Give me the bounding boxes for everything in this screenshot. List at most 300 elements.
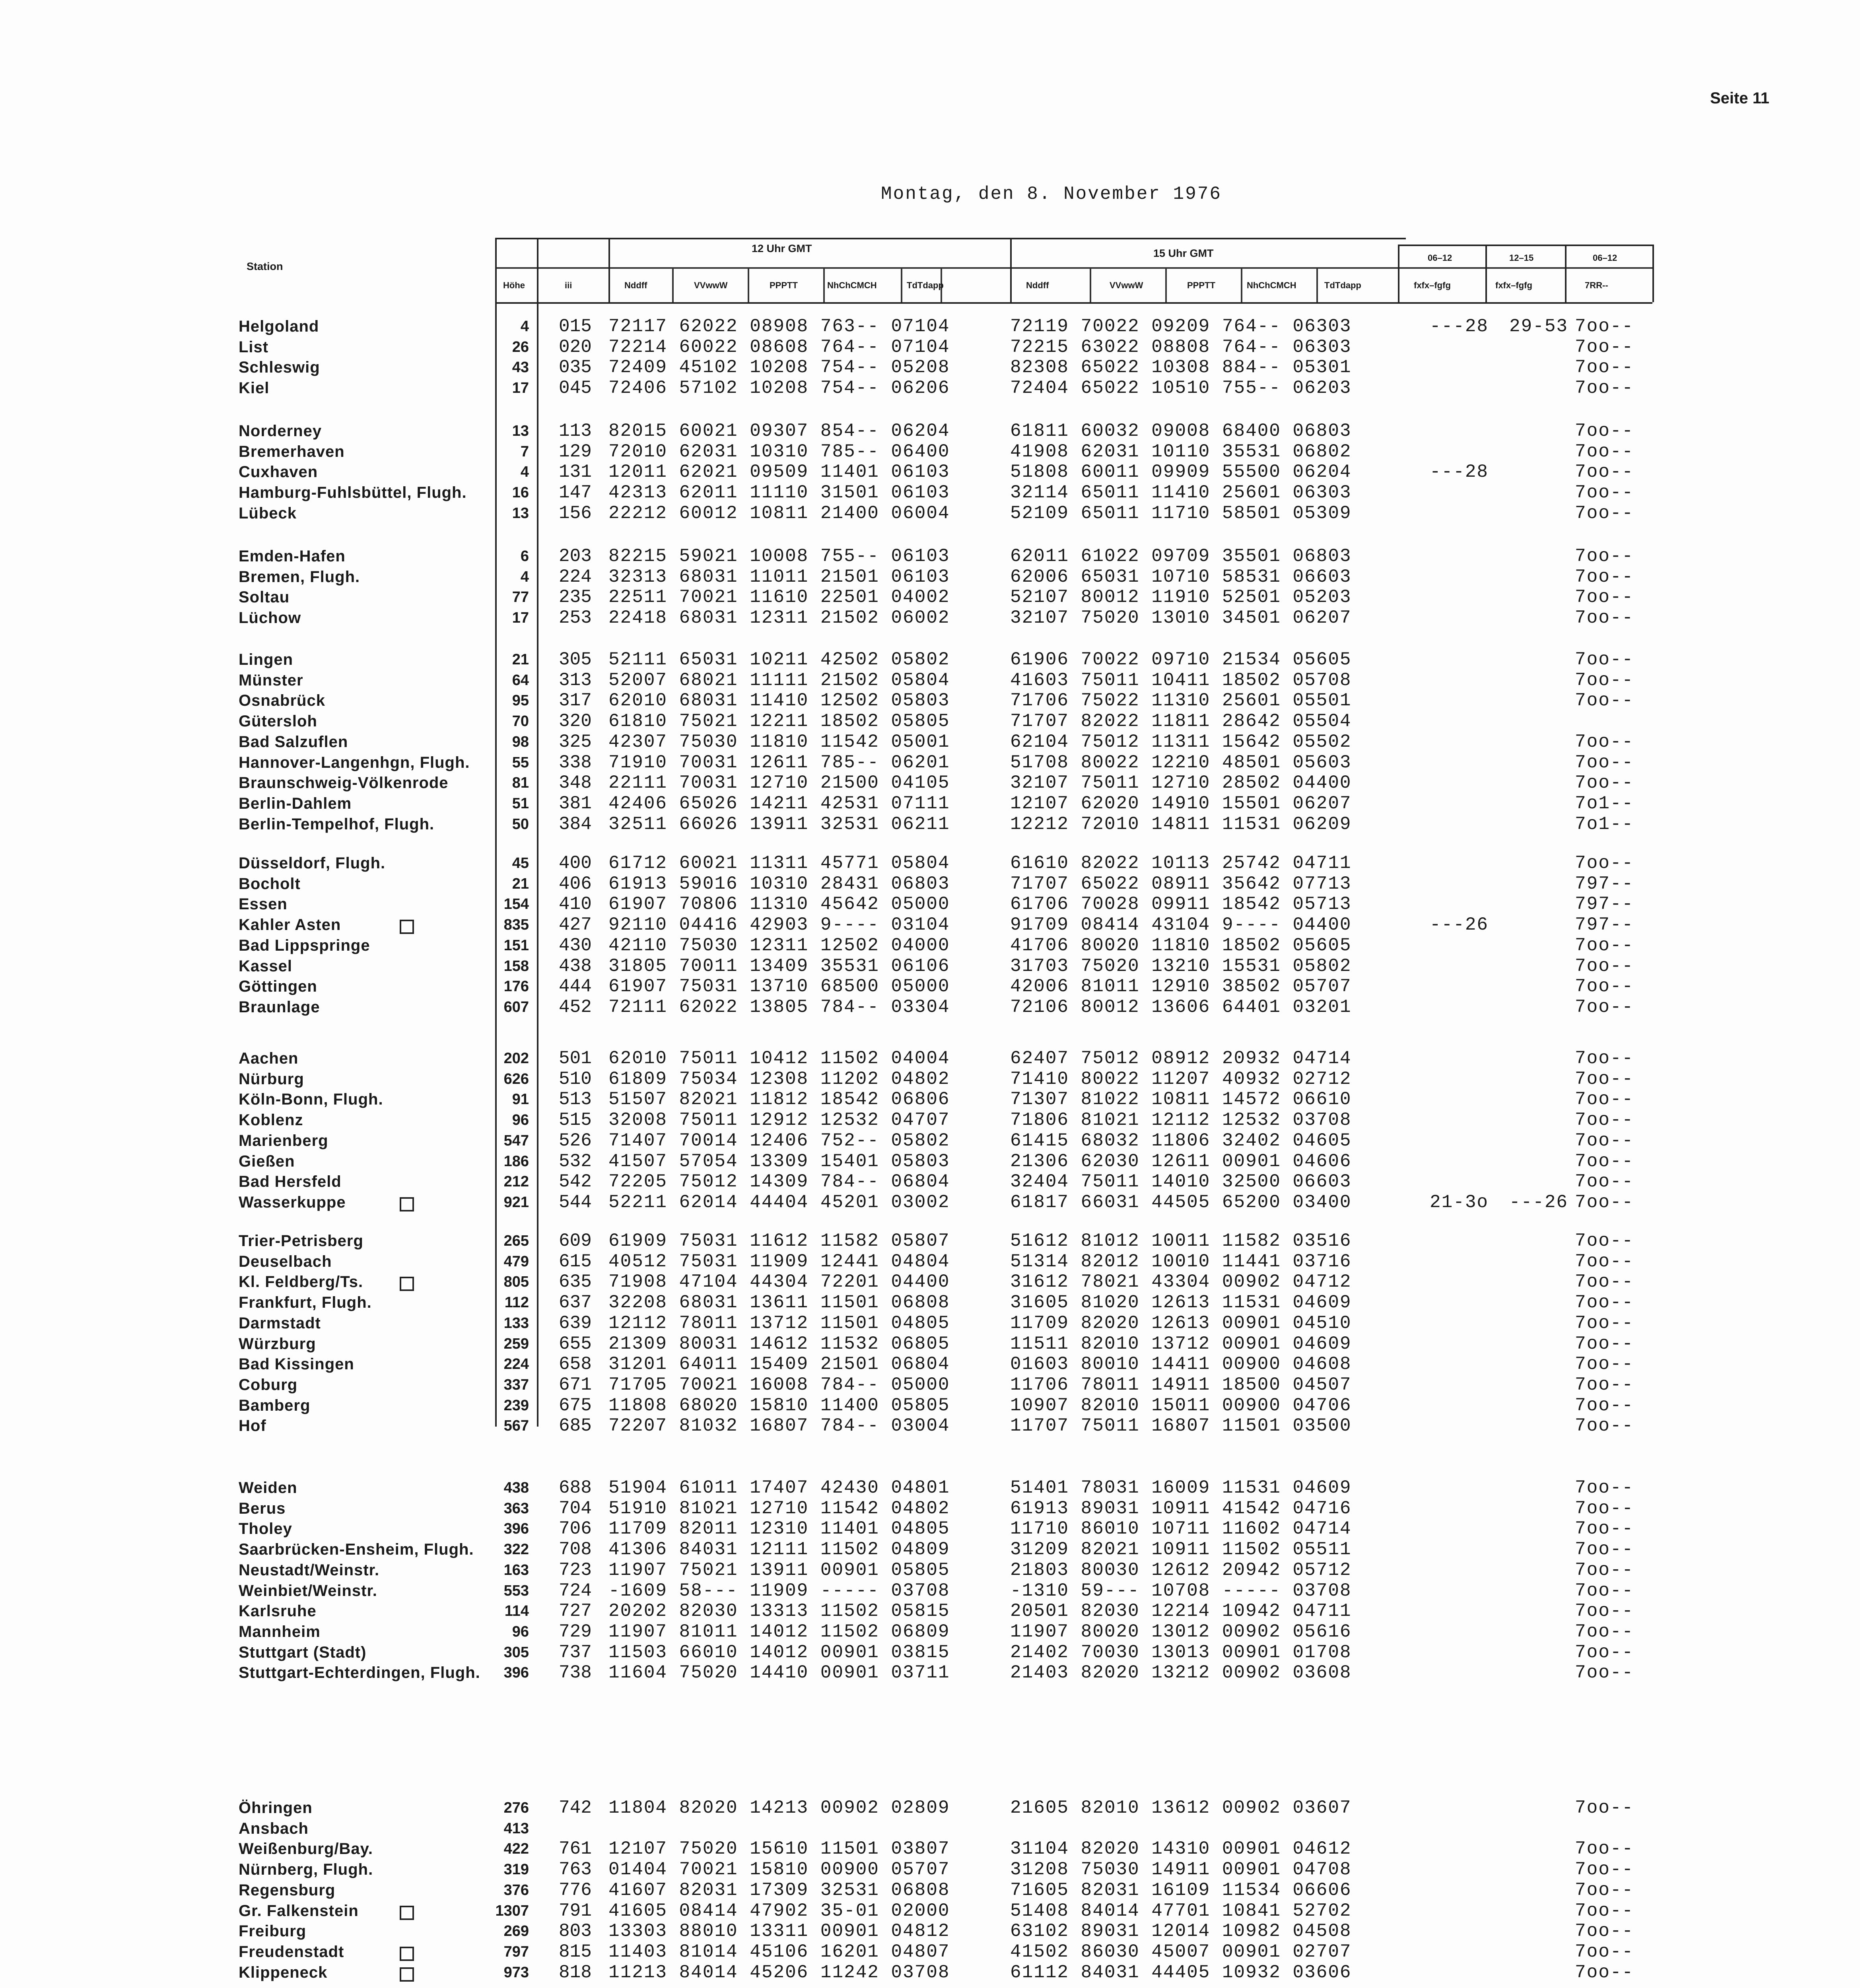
cell-g15: 61913 89031 10911 41542 04716 [1010, 1498, 1352, 1519]
station-hoehe: 50 [512, 815, 529, 833]
cell-ii: 381 [559, 793, 592, 814]
station-hoehe: 805 [503, 1274, 529, 1291]
cell-ii: 742 [559, 1798, 592, 1818]
cell-ii: 738 [559, 1662, 592, 1683]
station-name: Braunlage [239, 998, 320, 1016]
table-row [0, 1580, 1860, 1601]
header-ii: iii [565, 280, 572, 290]
station-name: Wasserkuppe [239, 1193, 346, 1211]
cell-g15: 61906 70022 09710 21534 05605 [1010, 649, 1352, 670]
cell-g12: 11503 66010 14012 00901 03815 [608, 1642, 950, 1663]
cell-g12: 71910 70031 12611 785-- 06201 [608, 752, 950, 773]
cell-g15: 41706 80020 11810 18502 05605 [1010, 935, 1352, 956]
station-name: Nürburg [239, 1070, 304, 1088]
cell-g15: 52107 80012 11910 52501 05203 [1010, 587, 1352, 608]
cell-ii: 609 [559, 1231, 592, 1251]
header-12-col3: PPPTT [770, 280, 798, 290]
cell-g12: 11907 75021 13911 00901 05805 [608, 1559, 950, 1580]
station-hoehe: 96 [512, 1623, 529, 1640]
station-name: Gr. Falkenstein [239, 1902, 359, 1920]
cell-g15: 51808 60011 09909 55500 06204 [1010, 462, 1352, 483]
cell-ii: 544 [559, 1192, 592, 1213]
cell-c3: 7oo-- [1575, 670, 1634, 691]
cell-g12: 41607 82031 17309 32531 06808 [608, 1879, 950, 1901]
cell-c3: 7oo-- [1575, 1251, 1634, 1272]
station-name: Lingen [239, 651, 293, 668]
table-row [0, 670, 1860, 691]
cell-g15: 61706 70028 09911 18542 05713 [1010, 894, 1352, 915]
cell-c3: 7oo-- [1575, 1798, 1634, 1818]
cell-ii: 729 [559, 1621, 592, 1642]
station-name: Karlsruhe [239, 1602, 317, 1620]
station-hoehe: 21 [512, 875, 529, 892]
cell-ii: 501 [559, 1048, 592, 1069]
cell-g15: 51401 78031 16009 11531 04609 [1010, 1477, 1352, 1498]
cell-c3: 7oo-- [1575, 1539, 1634, 1560]
cell-g15: 61817 66031 44505 65200 03400 [1010, 1192, 1352, 1213]
station-name: Darmstadt [239, 1314, 321, 1332]
station-hoehe: 70 [512, 713, 529, 730]
cell-ii: 818 [559, 1962, 592, 1983]
cell-g12: 42307 75030 11810 11542 05001 [608, 731, 950, 752]
station-hoehe: 64 [512, 672, 529, 689]
cell-ii: 203 [559, 546, 592, 567]
table-row [0, 814, 1860, 835]
station-name: Braunschweig-Völkenrode [239, 774, 449, 792]
cell-c3: 797-- [1575, 894, 1634, 915]
station-name: Weinbiet/Weinstr. [239, 1582, 377, 1600]
cell-g12: 61909 75031 11612 11582 05807 [608, 1231, 950, 1251]
cell-g15: 62011 61022 09709 35501 06803 [1010, 546, 1352, 567]
table-row [0, 1395, 1860, 1416]
open-square-icon [400, 1906, 414, 1920]
cell-c3: 7oo-- [1575, 1151, 1634, 1172]
header-15-uhr: 15 Uhr GMT [1153, 247, 1214, 259]
station-hoehe: 43 [512, 359, 529, 376]
cell-g15: 11511 82010 13712 00901 04609 [1010, 1333, 1352, 1354]
table-row [0, 1621, 1860, 1642]
station-name: Trier-Petrisberg [239, 1232, 363, 1250]
cell-c3: 7oo-- [1575, 1921, 1634, 1942]
cell-g12: 72117 62022 08908 763-- 07104 [608, 316, 950, 337]
table-row [0, 1662, 1860, 1683]
station-hoehe: 413 [503, 1820, 529, 1837]
station-hoehe: 13 [512, 505, 529, 522]
cell-g15: 31703 75020 13210 15531 05802 [1010, 955, 1352, 977]
cell-ii: 317 [559, 690, 592, 711]
station-hoehe: 112 [504, 1294, 529, 1311]
cell-g12: 32511 66026 13911 32531 06211 [608, 813, 950, 835]
station-hoehe: 4 [520, 568, 529, 585]
station-hoehe: 151 [503, 937, 529, 954]
header-sub-1: fxfx–fgfg [1414, 280, 1451, 290]
cell-g15: 21605 82010 13612 00902 03607 [1010, 1798, 1352, 1818]
station-name: Klippeneck [239, 1963, 328, 1981]
cell-ii: 658 [559, 1354, 592, 1375]
station-name: Bad Salzuflen [239, 733, 348, 751]
station-name: Hof [239, 1417, 266, 1435]
cell-ii: 147 [559, 482, 592, 503]
table-row [0, 1839, 1860, 1859]
table-row [0, 1601, 1860, 1621]
table-row [0, 1818, 1860, 1839]
station-name: Stuttgart (Stadt) [239, 1643, 367, 1661]
cell-c3: 7oo-- [1575, 1395, 1634, 1416]
cell-c3: 7o1-- [1575, 813, 1634, 835]
cell-g15: 31208 75030 14911 00901 04708 [1010, 1859, 1352, 1880]
station-name: Deuselbach [239, 1252, 332, 1270]
cell-g12: 52211 62014 44404 45201 03002 [608, 1192, 950, 1213]
table-row [0, 1962, 1860, 1983]
station-name: Berlin-Tempelhof, Flugh. [239, 815, 435, 833]
station-hoehe: 224 [503, 1356, 529, 1373]
table-row [0, 1192, 1860, 1213]
station-name: Emden-Hafen [239, 547, 346, 565]
station-name: Bremen, Flugh. [239, 568, 360, 586]
station-hoehe: 81 [512, 775, 529, 792]
cell-c3: 7oo-- [1575, 690, 1634, 711]
cell-c3: 7oo-- [1575, 1941, 1634, 1962]
cell-ii: 320 [559, 711, 592, 732]
station-name: Weiden [239, 1479, 297, 1497]
table-row [0, 1941, 1860, 1962]
table-row [0, 1231, 1860, 1251]
station-hoehe: 422 [503, 1840, 529, 1858]
cell-ii: 776 [559, 1879, 592, 1901]
cell-c1: 21-3o [1430, 1192, 1489, 1213]
cell-ii: 532 [559, 1151, 592, 1172]
station-name: Kahler Asten [239, 916, 341, 934]
cell-g15: 21803 80030 12612 20942 05712 [1010, 1559, 1352, 1580]
cell-g12: 32313 68031 11011 21501 06103 [608, 566, 950, 587]
cell-ii: 542 [559, 1171, 592, 1192]
station-name: Bad Lippspringe [239, 936, 370, 954]
table-row [0, 378, 1860, 398]
cell-g12: 71908 47104 44304 72201 04400 [608, 1272, 950, 1293]
station-name: Kl. Feldberg/Ts. [239, 1273, 363, 1291]
cell-g15: 41908 62031 10110 35531 06802 [1010, 441, 1352, 462]
cell-c3: 7oo-- [1575, 1292, 1634, 1313]
cell-c3: 7oo-- [1575, 1601, 1634, 1622]
cell-ii: 723 [559, 1559, 592, 1580]
cell-g15: 72119 70022 09209 764-- 06303 [1010, 316, 1352, 337]
cell-c3: 7oo-- [1575, 357, 1634, 378]
header-15-col4: NhChCMCH [1247, 280, 1296, 290]
station-hoehe: 305 [503, 1644, 529, 1661]
open-square-icon [400, 1947, 414, 1961]
cell-g12: -1609 58--- 11909 ----- 03708 [608, 1580, 950, 1601]
table-row [0, 1292, 1860, 1313]
open-square-icon [400, 1277, 414, 1291]
cell-g12: 52007 68021 11111 21502 05804 [608, 670, 950, 691]
cell-g12: 41507 57054 13309 15401 05803 [608, 1151, 950, 1172]
cell-g12: 20202 82030 13313 11502 05815 [608, 1601, 950, 1622]
station-name: Köln-Bonn, Flugh. [239, 1091, 383, 1109]
cell-c3: 7oo-- [1575, 1130, 1634, 1151]
station-hoehe: 17 [512, 610, 529, 627]
station-name: List [239, 338, 269, 356]
cell-ii: 704 [559, 1498, 592, 1519]
station-name: Hamburg-Fuhlsbüttel, Flugh. [239, 484, 467, 502]
station-hoehe: 4 [520, 464, 529, 481]
station-hoehe: 1307 [495, 1902, 529, 1919]
cell-c1: ---28 [1430, 462, 1489, 483]
station-hoehe: 479 [503, 1253, 529, 1270]
cell-ii: 156 [559, 503, 592, 524]
station-name: Mannheim [239, 1623, 321, 1640]
cell-c3: 7oo-- [1575, 1498, 1634, 1519]
cell-ii: 325 [559, 731, 592, 752]
station-name: Norderney [239, 422, 322, 440]
cell-ii: 438 [559, 955, 592, 977]
cell-c3: 7oo-- [1575, 935, 1634, 956]
cell-ii: 129 [559, 441, 592, 462]
cell-c3: 7oo-- [1575, 1171, 1634, 1192]
station-name: Kiel [239, 379, 270, 397]
cell-g12: 72406 57102 10208 754-- 06206 [608, 378, 950, 399]
cell-g12: 72207 81032 16807 784-- 03004 [608, 1415, 950, 1437]
cell-ii: 526 [559, 1130, 592, 1151]
cell-g15: 10907 82010 15011 00900 04706 [1010, 1395, 1352, 1416]
cell-c3: 7oo-- [1575, 1621, 1634, 1642]
station-hoehe: 396 [503, 1520, 529, 1538]
station-hoehe: 337 [503, 1376, 529, 1393]
cell-c3: 7oo-- [1575, 1662, 1634, 1683]
cell-c3: 7oo-- [1575, 1879, 1634, 1901]
cell-c3: 7oo-- [1575, 566, 1634, 587]
header-12-col1: Nddff [624, 280, 647, 290]
station-name: Regensburg [239, 1881, 336, 1899]
page-number: Seite 11 [1710, 89, 1770, 107]
header-range-3: 06–12 [1593, 253, 1617, 263]
station-hoehe: 607 [503, 998, 529, 1015]
cell-g15: 31612 78021 43304 00902 04712 [1010, 1272, 1352, 1293]
cell-ii: 035 [559, 357, 592, 378]
station-name: Schleswig [239, 359, 320, 377]
cell-g15: 31605 81020 12613 11531 04609 [1010, 1292, 1352, 1313]
station-hoehe: 396 [503, 1664, 529, 1681]
cell-g12: 11604 75020 14410 00901 03711 [608, 1662, 950, 1683]
station-hoehe: 17 [512, 380, 529, 397]
header-15-col2: VVwwW [1110, 280, 1143, 290]
table-row [0, 1375, 1860, 1395]
table-row [0, 649, 1860, 670]
cell-g15: 32404 75011 14010 32500 06603 [1010, 1171, 1352, 1192]
cell-g12: 82215 59021 10008 755-- 06103 [608, 546, 950, 567]
table-row [0, 1859, 1860, 1880]
table-row [0, 1560, 1860, 1580]
cell-c3: 7oo-- [1575, 421, 1634, 441]
cell-c3: 7oo-- [1575, 441, 1634, 462]
cell-c3: 797-- [1575, 873, 1634, 894]
cell-ii: 338 [559, 752, 592, 773]
cell-ii: 224 [559, 566, 592, 587]
cell-c3: 7oo-- [1575, 1089, 1634, 1110]
station-name: Münster [239, 671, 303, 689]
cell-g12: 11804 82020 14213 00902 02809 [608, 1798, 950, 1818]
cell-c3: 7oo-- [1575, 649, 1634, 670]
cell-ii: 655 [559, 1333, 592, 1354]
cell-g12: 12011 62021 09509 11401 06103 [608, 462, 950, 483]
cell-g15: 62006 65031 10710 58531 06603 [1010, 566, 1352, 587]
cell-g12: 72010 62031 10310 785-- 06400 [608, 441, 950, 462]
table-row [0, 587, 1860, 608]
cell-g12: 12112 78011 13712 11501 04805 [608, 1312, 950, 1334]
cell-ii: 410 [559, 894, 592, 915]
table-row [0, 1089, 1860, 1110]
cell-ii: 406 [559, 873, 592, 894]
table-row [0, 935, 1860, 956]
cell-ii: 515 [559, 1110, 592, 1131]
cell-g12: 11808 68020 15810 11400 05805 [608, 1395, 950, 1416]
cell-ii: 045 [559, 378, 592, 399]
cell-g12: 21309 80031 14612 11532 06805 [608, 1333, 950, 1354]
table-row [0, 752, 1860, 773]
station-name: Saarbrücken-Ensheim, Flugh. [239, 1541, 474, 1559]
cell-c3: 7oo-- [1575, 1048, 1634, 1069]
station-name: Gütersloh [239, 712, 317, 730]
station-hoehe: 376 [503, 1881, 529, 1899]
station-hoehe: 91 [512, 1091, 529, 1108]
cell-c3: 7oo-- [1575, 1859, 1634, 1880]
cell-g12: 41605 08414 47902 35-01 02000 [608, 1900, 950, 1921]
cell-ii: 131 [559, 462, 592, 483]
cell-c3: 7oo-- [1575, 773, 1634, 794]
cell-g15: 71706 75022 11310 25601 05501 [1010, 690, 1352, 711]
cell-g15: 61415 68032 11806 32402 04605 [1010, 1130, 1352, 1151]
station-name: Bad Kissingen [239, 1355, 354, 1373]
station-name: Cuxhaven [239, 463, 318, 481]
cell-g12: 51910 81021 12710 11542 04802 [608, 1498, 950, 1519]
table-row [0, 1798, 1860, 1818]
cell-g12: 72409 45102 10208 754-- 05208 [608, 357, 950, 378]
cell-g15: 41502 86030 45007 00901 02707 [1010, 1941, 1352, 1962]
cell-ii: 685 [559, 1415, 592, 1437]
cell-c3: 7oo-- [1575, 1068, 1634, 1089]
cell-g15: 61811 60032 09008 68400 06803 [1010, 421, 1352, 441]
cell-g15: 31104 82020 14310 00901 04612 [1010, 1839, 1352, 1860]
table-row [0, 1539, 1860, 1560]
station-hoehe: 4 [520, 318, 529, 335]
cell-ii: 637 [559, 1292, 592, 1313]
open-square-icon [400, 1967, 414, 1982]
cell-c3: 7oo-- [1575, 1272, 1634, 1293]
cell-ii: 724 [559, 1580, 592, 1601]
station-name: Hannover-Langenhgn, Flugh. [239, 753, 470, 771]
station-hoehe: 269 [503, 1923, 529, 1940]
cell-g12: 42110 75030 12311 12502 04000 [608, 935, 950, 956]
cell-c3: 7oo-- [1575, 546, 1634, 567]
station-hoehe: 98 [512, 733, 529, 750]
station-name: Neustadt/Weinstr. [239, 1561, 380, 1579]
cell-g15: 61610 82022 10113 25742 04711 [1010, 853, 1352, 874]
cell-c2: ---26 [1509, 1192, 1568, 1213]
cell-g12: 11709 82011 12310 11401 04805 [608, 1518, 950, 1540]
cell-g12: 61913 59016 10310 28431 06803 [608, 873, 950, 894]
cell-g12: 31805 70011 13409 35531 06106 [608, 955, 950, 977]
cell-c3: 7oo-- [1575, 976, 1634, 997]
station-name: Bad Hersfeld [239, 1173, 342, 1191]
station-name: Essen [239, 895, 288, 913]
station-hoehe: 133 [503, 1314, 529, 1332]
cell-ii: 427 [559, 914, 592, 936]
cell-c3: 7oo-- [1575, 1559, 1634, 1580]
station-name: Nürnberg, Flugh. [239, 1861, 373, 1879]
cell-ii: 706 [559, 1518, 592, 1540]
table-row [0, 956, 1860, 977]
table-row [0, 567, 1860, 587]
cell-g15: 52109 65011 11710 58501 05309 [1010, 503, 1352, 524]
cell-ii: 815 [559, 1941, 592, 1962]
cell-ii: 444 [559, 976, 592, 997]
table-row [0, 914, 1860, 935]
cell-ii: 708 [559, 1539, 592, 1560]
table-row [0, 976, 1860, 997]
station-name: Kassel [239, 957, 292, 975]
open-square-icon [400, 1197, 414, 1211]
cell-c3: 7oo-- [1575, 482, 1634, 503]
cell-g15: 21402 70030 13013 00901 01708 [1010, 1642, 1352, 1663]
station-hoehe: 797 [503, 1943, 529, 1960]
cell-ii: 113 [559, 421, 592, 441]
date-line: Montag, den 8. November 1976 [881, 184, 1222, 204]
cell-c3: 7oo-- [1575, 996, 1634, 1017]
station-name: Berlin-Dahlem [239, 794, 352, 812]
station-hoehe: 45 [512, 855, 529, 872]
cell-g15: 42006 81011 12910 38502 05707 [1010, 976, 1352, 997]
header-range-2: 12–15 [1509, 253, 1534, 263]
cell-g15: 71707 65022 08911 35642 07713 [1010, 873, 1352, 894]
cell-ii: 675 [559, 1395, 592, 1416]
station-hoehe: 158 [503, 957, 529, 975]
table-row [0, 690, 1860, 711]
header-station: Station [247, 260, 283, 272]
station-hoehe: 212 [503, 1173, 529, 1190]
table-row [0, 546, 1860, 567]
header-12-col2: VVwwW [694, 280, 728, 290]
table-row [0, 357, 1860, 378]
station-hoehe: 51 [512, 795, 529, 812]
table-row [0, 1642, 1860, 1663]
cell-g15: 11710 86010 10711 11602 04714 [1010, 1518, 1352, 1540]
station-hoehe: 319 [503, 1861, 529, 1878]
cell-g12: 51904 61011 17407 42430 04801 [608, 1477, 950, 1498]
cell-ii: 688 [559, 1477, 592, 1498]
cell-g15: 11706 78011 14911 18500 04507 [1010, 1374, 1352, 1395]
cell-g15: 62407 75012 08912 20932 04714 [1010, 1048, 1352, 1069]
cell-ii: 305 [559, 649, 592, 670]
cell-ii: 384 [559, 813, 592, 835]
station-hoehe: 547 [503, 1132, 529, 1149]
table-row [0, 874, 1860, 894]
station-name: Göttingen [239, 978, 317, 996]
station-name: Helgoland [239, 318, 319, 335]
cell-g12: 32208 68031 13611 11501 06808 [608, 1292, 950, 1313]
table-row [0, 1477, 1860, 1498]
cell-g12: 22212 60012 10811 21400 06004 [608, 503, 950, 524]
cell-g12: 40512 75031 11909 12441 04804 [608, 1251, 950, 1272]
cell-g15: 62104 75012 11311 15642 05502 [1010, 731, 1352, 752]
station-hoehe: 163 [503, 1561, 529, 1578]
station-hoehe: 77 [512, 589, 529, 606]
header-12-col4: NhChCMCH [827, 280, 877, 290]
station-name: Frankfurt, Flugh. [239, 1294, 372, 1312]
cell-ii: 452 [559, 996, 592, 1017]
station-name: Soltau [239, 588, 290, 606]
table-row [0, 793, 1860, 814]
table-row [0, 1880, 1860, 1901]
table-row [0, 1110, 1860, 1130]
